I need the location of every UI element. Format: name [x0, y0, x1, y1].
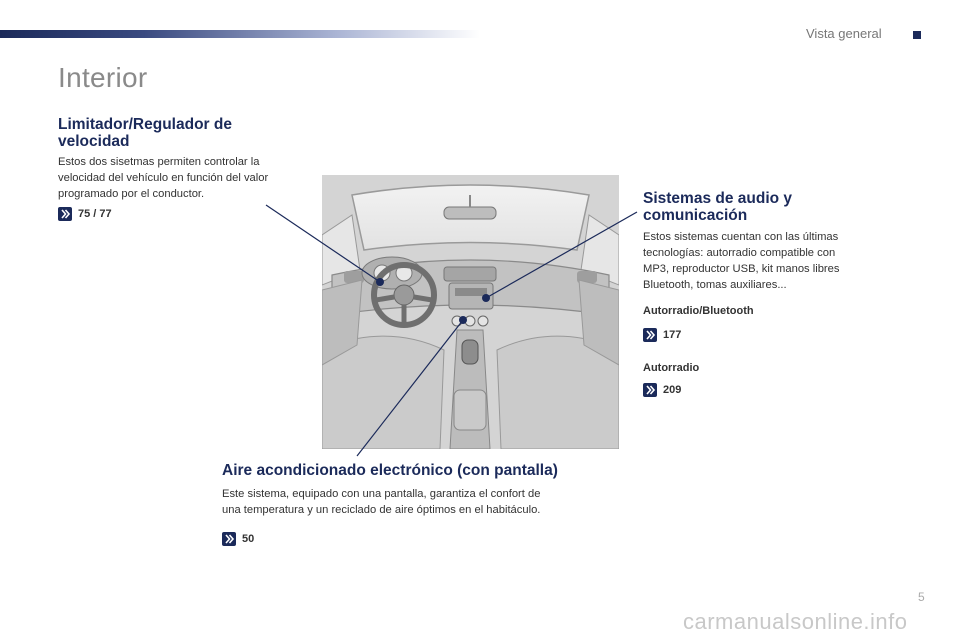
page-number: 5 — [918, 590, 925, 604]
aire-text — [222, 486, 540, 518]
limitador-text-line: Estos dos sisetmas permiten controlar la — [58, 156, 260, 168]
section-marker — [913, 31, 921, 39]
limitador-text-line: velocidad del vehículo en función del valor — [58, 172, 269, 184]
autorradio-bluetooth-ref-label: 177 — [663, 329, 682, 341]
aire-heading: Aire acondicionado electrónico (con pantalla) — [222, 462, 558, 479]
audio-heading-line2: comunicación — [643, 207, 748, 224]
page-reference-icon — [222, 532, 236, 546]
aire-text-line: Este sistema, equipado con una pantalla, garantiza el confort de — [222, 488, 541, 500]
autorradio-bluetooth-label: Autorradio/Bluetooth — [643, 305, 754, 317]
limitador-text — [58, 154, 268, 202]
page-reference-icon — [643, 328, 657, 342]
autorradio-label: Autorradio — [643, 362, 700, 374]
car-interior-illustration — [322, 175, 619, 449]
aire-text-line: una temperatura y un reciclado de aire óptimos en el habitáculo. — [222, 504, 541, 516]
page-reference-icon — [643, 383, 657, 397]
audio-heading-line1: Sistemas de audio y — [643, 190, 793, 207]
interior-photo — [322, 175, 619, 449]
aire-ref-label: 50 — [242, 533, 255, 545]
watermark: carmanualsonline.info — [683, 609, 908, 634]
audio-text-line: Estos sistemas cuentan con las últimas — [643, 231, 839, 243]
limitador-heading — [58, 116, 232, 150]
header-accent-bar — [0, 30, 480, 38]
audio-text — [643, 229, 839, 293]
limitador-page-ref[interactable] — [58, 207, 112, 221]
autorradio-ref-label: 209 — [663, 384, 682, 396]
limitador-heading-line1: Limitador/Regulador de — [58, 116, 232, 133]
audio-text-line: MP3, reproductor USB, kit manos libres — [643, 263, 840, 275]
autorradio-page-ref[interactable] — [643, 383, 681, 397]
limitador-ref-label: 75 / 77 — [78, 208, 112, 220]
limitador-heading-line2: velocidad — [58, 133, 130, 150]
autorradio-bluetooth-page-ref[interactable] — [643, 328, 681, 342]
limitador-text-line: programado por el conductor. — [58, 188, 205, 200]
audio-text-line: Bluetooth, tomas auxiliares... — [643, 279, 787, 291]
page-reference-icon — [58, 207, 72, 221]
audio-heading — [643, 190, 792, 224]
audio-text-line: tecnologías: autorradio compatible con — [643, 247, 836, 259]
aire-page-ref[interactable] — [222, 532, 254, 546]
page-title: Interior — [58, 62, 148, 93]
section-name: Vista general — [806, 26, 882, 41]
